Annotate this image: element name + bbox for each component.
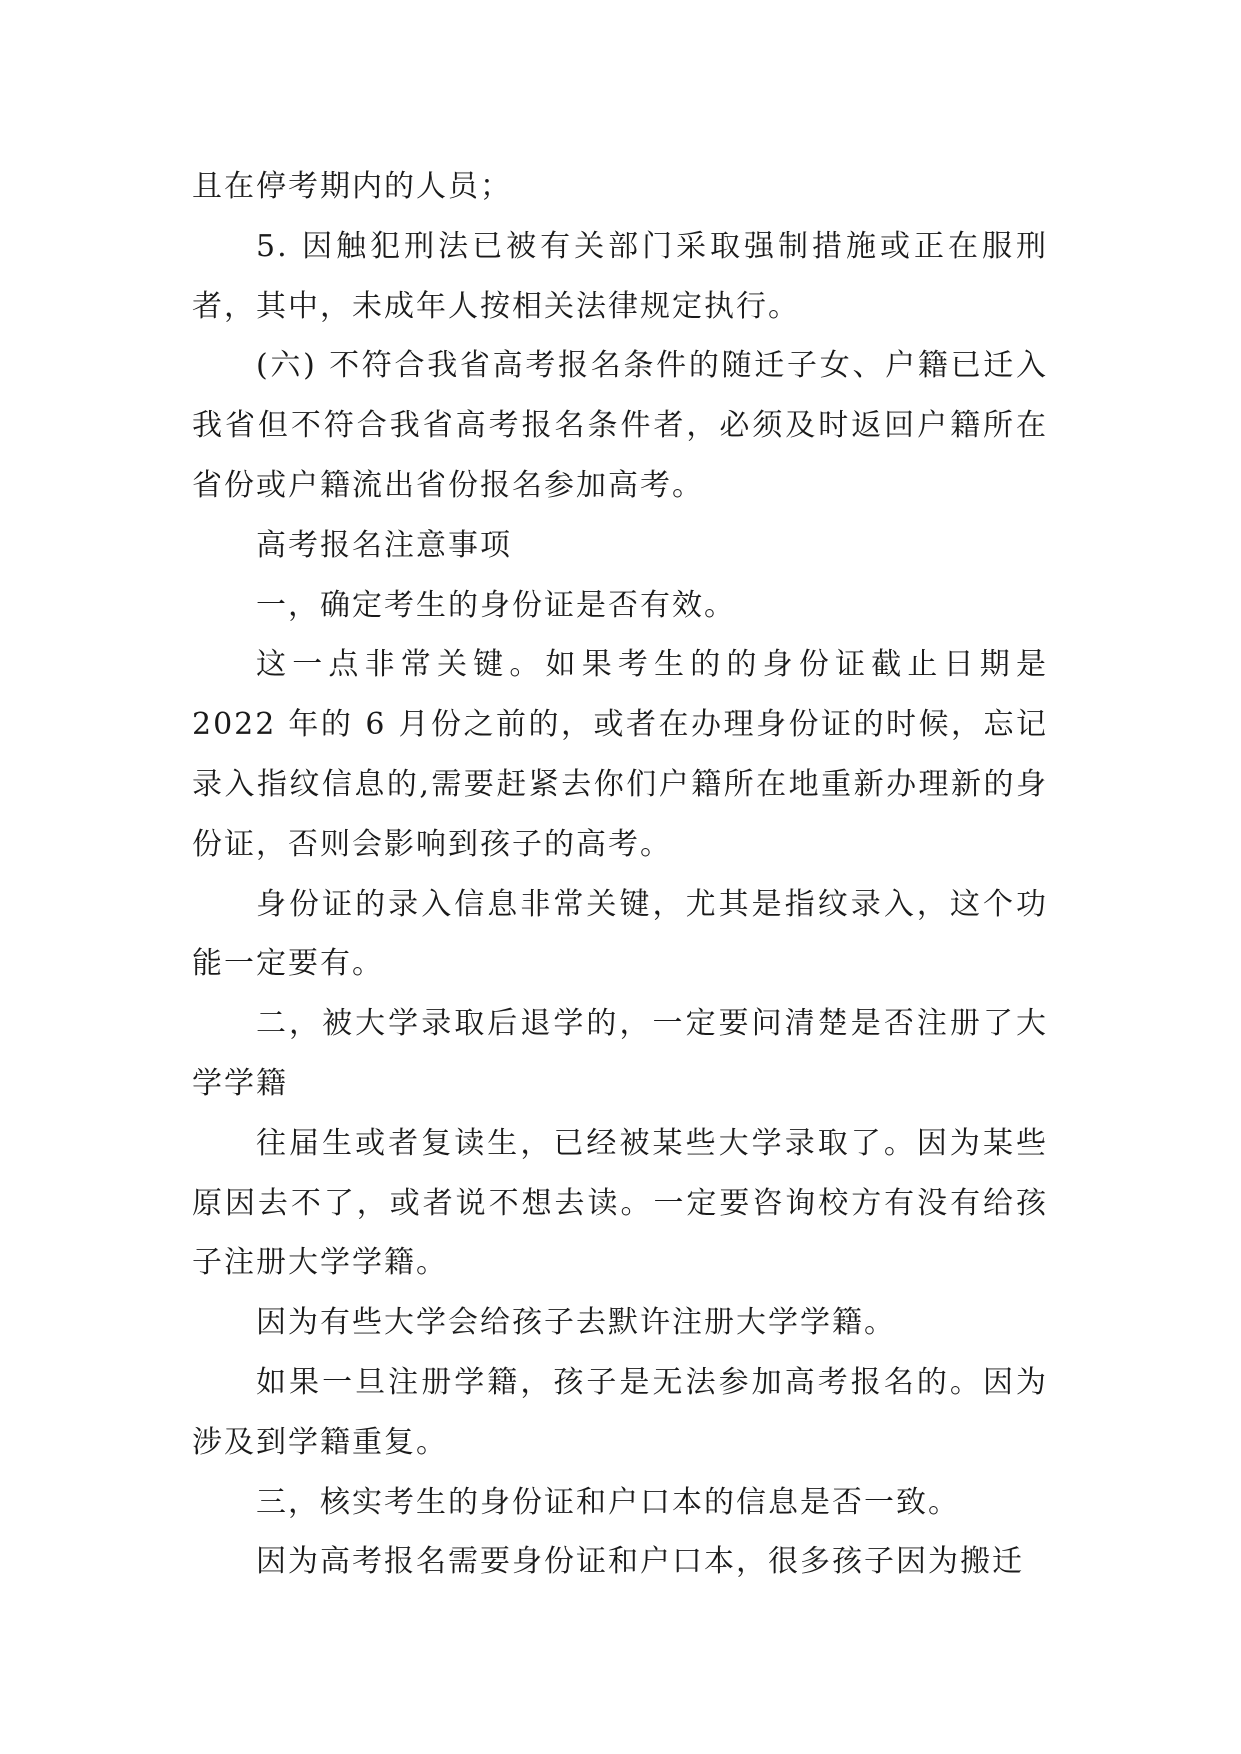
point-1-heading: 一，确定考生的身份证是否有效。	[256, 587, 736, 623]
point-2-consequence: 如果一旦注册学籍，孩子是无法参加高考报名的。因为涉及到学籍重复。	[192, 1364, 1048, 1460]
document-body	[192, 157, 1048, 1592]
paragraph-item-5: 5. 因触犯刑法已被有关部门采取强制措施或正在服刑者，其中，未成年人按相关法律规定执行。	[192, 228, 1048, 324]
point-1-note: 身份证的录入信息非常关键，尤其是指纹录入，这个功能一定要有。	[192, 886, 1048, 982]
point-1-body: 这一点非常关键。如果考生的的身份证截止日期是 2022 年的 6 月份之前的，或者在办理身份证的时候，忘记录入指纹信息的,需要赶紧去你们户籍所在地重新办理新的身份证，否则会影响到孩子的高考。	[192, 647, 1048, 862]
paragraph-continuation: 且在停考期内的人员；	[192, 169, 512, 204]
point-3-body: 因为高考报名需要身份证和户口本，很多孩子因为搬迁	[256, 1544, 1024, 1580]
point-2-note: 因为有些大学会给孩子去默许注册大学学籍。	[256, 1305, 896, 1341]
section-heading: 高考报名注意事项	[256, 527, 512, 563]
point-3-heading: 三，核实考生的身份证和户口本的信息是否一致。	[256, 1484, 960, 1520]
point-2-body: 往届生或者复读生，已经被某些大学录取了。因为某些原因去不了，或者说不想去读。一定要咨询校方有没有给孩子注册大学学籍。	[192, 1125, 1048, 1281]
point-2-heading: 二，被大学录取后退学的，一定要问清楚是否注册了大学学籍	[192, 1006, 1048, 1101]
paragraph-item-6: (六) 不符合我省高考报名条件的随迁子女、户籍已迁入我省但不符合我省高考报名条件者，必须及时返回户籍所在省份或户籍流出省份报名参加高考。	[192, 348, 1048, 503]
